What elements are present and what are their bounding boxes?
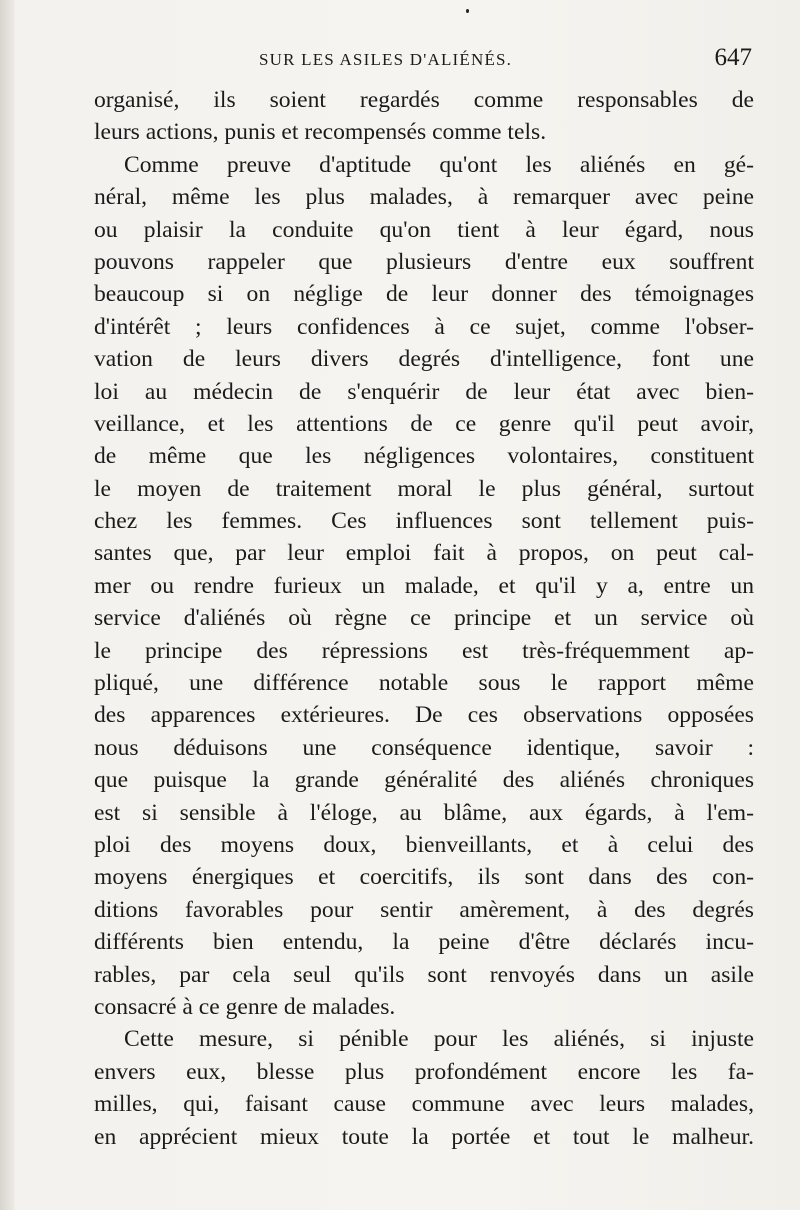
text-line: nous déduisons une conséquence identique, savoir : xyxy=(94,734,754,761)
text-line: des apparences extérieures. De ces observations opposées xyxy=(94,702,754,729)
text-line: milles, qui, faisant cause commune avec leurs malades, xyxy=(94,1091,754,1118)
running-header xyxy=(94,44,754,76)
text-line: pliqué, une différence notable sous le rapport même xyxy=(94,670,754,697)
text-line: organisé, ils soient regardés comme responsables de xyxy=(94,87,754,113)
body-text xyxy=(94,84,754,1153)
text-line: vation de leurs divers degrés d'intelligence, font une xyxy=(94,346,754,373)
text-line: Cette mesure, si pénible pour les aliénés, si injuste xyxy=(124,1026,754,1053)
text-line: consacré à ce genre de malades. xyxy=(94,993,396,1020)
text-line: santes que, par leur emploi fait à propos, on peut cal- xyxy=(94,540,754,567)
ink-speck xyxy=(466,9,469,13)
text-line: différents bien entendu, la peine d'être déclarés incu- xyxy=(94,929,754,956)
text-line: pouvons rappeler que plusieurs d'entre eux souffrent xyxy=(94,248,754,275)
text-line: mer ou rendre furieux un malade, et qu'il y a, entre un xyxy=(94,572,754,599)
text-line: chez les femmes. Ces influences sont tellement puis- xyxy=(94,508,754,535)
text-line: Comme preuve d'aptitude qu'ont les aliénés en gé- xyxy=(124,151,754,178)
text-line: rables, par cela seul qu'ils sont renvoyés dans un asile xyxy=(94,961,754,988)
text-line: service d'aliénés où règne ce principe et un service où xyxy=(94,605,754,632)
text-line: que puisque la grande généralité des aliénés chroniques xyxy=(94,767,754,794)
text-line: d'intérêt ; leurs confidences à ce sujet, comme l'obser- xyxy=(94,313,754,340)
running-header-title: SUR LES ASILES D'ALIÉNÉS. xyxy=(259,50,513,69)
text-line: loi au médecin de s'enquérir de leur état avec bien- xyxy=(94,378,754,405)
text-line: beaucoup si on néglige de leur donner des témoignages xyxy=(94,281,754,308)
text-line: ditions favorables pour sentir amèrement, à des degrés xyxy=(94,896,754,923)
text-line: ploi des moyens doux, bienveillants, et à celui des xyxy=(94,831,754,858)
text-line: ou plaisir la conduite qu'on tient à leur égard, nous xyxy=(94,216,754,243)
text-line: le moyen de traitement moral le plus général, surtout xyxy=(94,475,754,502)
page-gutter-edge xyxy=(0,0,14,1210)
text-line: néral, même les plus malades, à remarquer avec peine xyxy=(94,184,754,211)
text-line: en apprécient mieux toute la portée et tout le malheur. xyxy=(94,1123,754,1150)
text-line: leurs actions, punis et recompensés comme tels. xyxy=(94,119,547,146)
page-number: 647 xyxy=(714,44,752,71)
text-line: veillance, et les attentions de ce genre qu'il peut avoir, xyxy=(94,410,754,437)
text-line: de même que les négligences volontaires, constituent xyxy=(94,443,754,470)
text-line: envers eux, blesse plus profondément encore les fa- xyxy=(94,1058,754,1085)
text-line: le principe des répressions est très-fréquemment ap- xyxy=(94,637,754,664)
text-line: moyens énergiques et coercitifs, ils sont dans des con- xyxy=(94,864,754,891)
text-line: est si sensible à l'éloge, au blâme, aux égards, à l'em- xyxy=(94,799,754,826)
